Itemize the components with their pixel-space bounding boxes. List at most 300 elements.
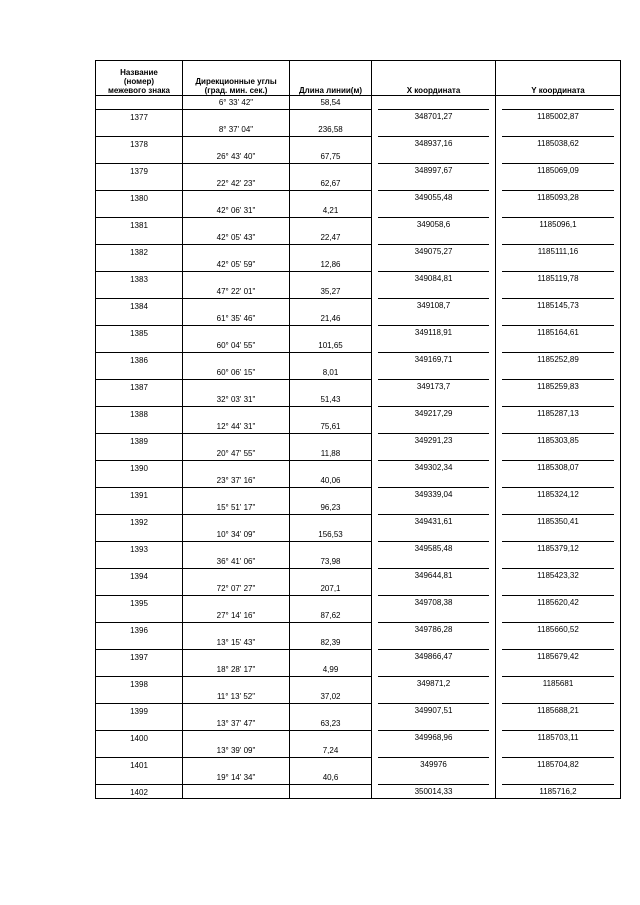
direction-angle: 60° 04' 55" — [216, 341, 256, 350]
cell-y — [496, 690, 621, 717]
x-coordinate: 349907,51 — [414, 706, 453, 715]
cell-x — [372, 393, 496, 420]
cell-length — [290, 393, 372, 420]
header-name-line: (номер) — [123, 77, 155, 86]
y-coordinate: 1185096,1 — [539, 220, 577, 229]
cell-name — [96, 474, 183, 501]
cell-x — [372, 447, 496, 474]
row-divider — [183, 325, 289, 326]
cell-length — [290, 663, 372, 690]
cell-x — [372, 771, 496, 799]
cell-name — [96, 231, 183, 258]
cell-x — [372, 663, 496, 690]
underline — [502, 217, 614, 218]
underline — [502, 649, 614, 650]
underline — [378, 541, 489, 542]
cell-name — [96, 177, 183, 204]
marker-name: 1379 — [130, 167, 148, 176]
underline — [502, 730, 614, 731]
row-divider — [183, 217, 289, 218]
table-row — [96, 474, 621, 501]
cell-angle — [183, 744, 290, 771]
cell-angle — [183, 690, 290, 717]
table-row — [96, 312, 621, 339]
direction-angle: 8° 37' 04" — [218, 125, 254, 134]
cell-name — [96, 96, 183, 124]
header-y-text: Y координата — [531, 86, 585, 95]
table-row — [96, 663, 621, 690]
cell-length — [290, 285, 372, 312]
x-coordinate: 349786,28 — [414, 625, 453, 634]
cell-angle — [183, 582, 290, 609]
marker-name: 1396 — [130, 626, 148, 635]
table-row — [96, 285, 621, 312]
row-divider — [183, 271, 289, 272]
table-row — [96, 528, 621, 555]
cell-length — [290, 96, 372, 124]
row-divider — [290, 379, 371, 380]
underline — [378, 325, 489, 326]
underline — [378, 379, 489, 380]
direction-angle: 61° 35' 46" — [216, 314, 256, 323]
cell-length — [290, 312, 372, 339]
marker-name: 1402 — [130, 788, 148, 797]
cell-name — [96, 258, 183, 285]
underline — [502, 325, 614, 326]
cell-name — [96, 501, 183, 528]
row-divider — [290, 730, 371, 731]
cell-angle — [183, 474, 290, 501]
cell-y — [496, 555, 621, 582]
y-coordinate: 1185350,41 — [537, 517, 579, 526]
row-divider — [290, 244, 371, 245]
marker-name: 1383 — [130, 275, 148, 284]
direction-angle: 11° 13' 52" — [216, 692, 256, 701]
row-divider — [183, 109, 289, 110]
underline — [378, 406, 489, 407]
y-coordinate: 1185111,16 — [537, 247, 579, 256]
table-row — [96, 420, 621, 447]
row-divider — [96, 190, 182, 191]
cell-name — [96, 204, 183, 231]
direction-angle: 72° 07' 27" — [216, 584, 256, 593]
underline — [502, 406, 614, 407]
line-length: 40,6 — [322, 773, 339, 782]
line-length: 96,23 — [320, 503, 341, 512]
cell-y — [496, 231, 621, 258]
cell-length — [290, 474, 372, 501]
row-divider — [183, 622, 289, 623]
underline — [378, 136, 489, 137]
cell-y — [496, 744, 621, 771]
underline — [502, 622, 614, 623]
table-row — [96, 771, 621, 799]
row-divider — [183, 487, 289, 488]
marker-name: 1394 — [130, 572, 148, 581]
cell-x — [372, 204, 496, 231]
marker-name: 1393 — [130, 545, 148, 554]
row-divider — [96, 379, 182, 380]
underline — [378, 298, 489, 299]
cell-y — [496, 501, 621, 528]
y-coordinate: 1185679,42 — [537, 652, 579, 661]
cell-name — [96, 285, 183, 312]
underline — [378, 757, 489, 758]
cell-x — [372, 366, 496, 393]
cell-name — [96, 123, 183, 150]
y-coordinate: 1185252,89 — [537, 355, 579, 364]
cell-length — [290, 177, 372, 204]
cell-name — [96, 150, 183, 177]
cell-x — [372, 744, 496, 771]
direction-angle: 42° 05' 43" — [216, 233, 256, 242]
cell-length — [290, 528, 372, 555]
cell-y — [496, 258, 621, 285]
cell-length — [290, 339, 372, 366]
cell-y — [496, 609, 621, 636]
x-coordinate: 348701,27 — [414, 112, 453, 121]
row-divider — [183, 352, 289, 353]
row-divider — [96, 730, 182, 731]
row-divider — [290, 163, 371, 164]
cell-angle — [183, 771, 290, 799]
cell-x — [372, 582, 496, 609]
row-divider — [96, 433, 182, 434]
cell-angle — [183, 447, 290, 474]
table-row — [96, 231, 621, 258]
marker-name: 1378 — [130, 140, 148, 149]
line-length: 236,58 — [318, 125, 343, 134]
x-coordinate: 349644,81 — [414, 571, 453, 580]
cell-y — [496, 420, 621, 447]
cell-x — [372, 312, 496, 339]
y-coordinate: 1185660,52 — [537, 625, 579, 634]
y-coordinate: 1185069,09 — [537, 166, 579, 175]
header-name-line: межевого знака — [107, 86, 171, 95]
underline — [502, 568, 614, 569]
marker-name: 1400 — [130, 734, 148, 743]
row-divider — [183, 730, 289, 731]
y-coordinate: 1185688,21 — [537, 706, 579, 715]
row-divider — [96, 784, 182, 785]
underline — [378, 487, 489, 488]
cell-y — [496, 150, 621, 177]
cell-name — [96, 555, 183, 582]
table-row — [96, 447, 621, 474]
direction-angle: 19° 14' 34" — [216, 773, 256, 782]
header-x-text: X координата — [406, 86, 461, 95]
table-row — [96, 123, 621, 150]
line-length: 4,21 — [322, 206, 339, 215]
cell-name — [96, 312, 183, 339]
direction-angle: 18° 28' 17" — [216, 665, 256, 674]
row-divider — [290, 514, 371, 515]
header-y — [496, 61, 621, 96]
underline — [502, 784, 614, 785]
y-coordinate: 1185620,42 — [537, 598, 579, 607]
boundary-coordinates-table — [95, 60, 621, 799]
table-row — [96, 366, 621, 393]
cell-name — [96, 582, 183, 609]
line-length: 40,06 — [320, 476, 341, 485]
cell-y — [496, 447, 621, 474]
row-divider — [290, 271, 371, 272]
marker-name: 1385 — [130, 329, 148, 338]
row-divider — [183, 190, 289, 191]
line-length: 8,01 — [322, 368, 339, 377]
y-coordinate: 1185704,82 — [537, 760, 579, 769]
header-name — [96, 61, 183, 96]
cell-x — [372, 231, 496, 258]
x-coordinate: 349871,2 — [416, 679, 451, 688]
cell-x — [372, 474, 496, 501]
row-divider — [96, 271, 182, 272]
y-coordinate: 1185423,32 — [537, 571, 579, 580]
underline — [378, 163, 489, 164]
x-coordinate: 349585,48 — [414, 544, 453, 553]
row-divider — [290, 190, 371, 191]
marker-name: 1384 — [130, 302, 148, 311]
direction-angle: 60° 06' 15" — [216, 368, 256, 377]
cell-name — [96, 339, 183, 366]
row-divider — [96, 217, 182, 218]
cell-y — [496, 285, 621, 312]
x-coordinate: 349217,29 — [414, 409, 453, 418]
header-angle-line: Дирекционные углы — [195, 77, 277, 86]
cell-x — [372, 177, 496, 204]
cell-name — [96, 447, 183, 474]
direction-angle: 6° 33' 42" — [218, 98, 254, 107]
cell-y — [496, 771, 621, 799]
underline — [502, 514, 614, 515]
row-divider — [183, 676, 289, 677]
cell-x — [372, 96, 496, 124]
cell-x — [372, 420, 496, 447]
row-divider — [290, 703, 371, 704]
underline — [378, 433, 489, 434]
cell-x — [372, 285, 496, 312]
row-divider — [290, 784, 371, 785]
line-length: 75,61 — [320, 422, 341, 431]
underline — [502, 109, 614, 110]
cell-x — [372, 690, 496, 717]
row-divider — [290, 109, 371, 110]
table-row — [96, 555, 621, 582]
marker-name: 1391 — [130, 491, 148, 500]
cell-angle — [183, 717, 290, 744]
row-divider — [96, 406, 182, 407]
marker-name: 1377 — [130, 113, 148, 122]
cell-name — [96, 528, 183, 555]
row-divider — [96, 487, 182, 488]
underline — [378, 514, 489, 515]
cell-y — [496, 96, 621, 124]
cell-length — [290, 204, 372, 231]
table-row — [96, 744, 621, 771]
row-divider — [96, 163, 182, 164]
cell-x — [372, 555, 496, 582]
x-coordinate: 349118,91 — [414, 328, 453, 337]
line-length: 207,1 — [320, 584, 341, 593]
cell-angle — [183, 150, 290, 177]
cell-name — [96, 771, 183, 799]
cell-y — [496, 636, 621, 663]
x-coordinate: 349169,71 — [414, 355, 453, 364]
row-divider — [96, 244, 182, 245]
cell-angle — [183, 663, 290, 690]
direction-angle: 42° 05' 59" — [216, 260, 256, 269]
x-coordinate: 349708,38 — [414, 598, 453, 607]
cell-x — [372, 258, 496, 285]
underline — [378, 676, 489, 677]
underline — [378, 784, 489, 785]
cell-length — [290, 690, 372, 717]
underline — [502, 352, 614, 353]
y-coordinate: 1185716,2 — [539, 787, 577, 796]
cell-angle — [183, 528, 290, 555]
underline — [502, 460, 614, 461]
line-length: 4,99 — [322, 665, 339, 674]
line-length: 21,46 — [320, 314, 341, 323]
direction-angle: 26° 43' 40" — [216, 152, 256, 161]
row-divider — [96, 352, 182, 353]
y-coordinate: 1185259,83 — [537, 382, 579, 391]
underline — [502, 298, 614, 299]
cell-y — [496, 204, 621, 231]
cell-length — [290, 231, 372, 258]
row-divider — [96, 514, 182, 515]
underline — [502, 190, 614, 191]
line-length: 12,86 — [320, 260, 341, 269]
table-row — [96, 609, 621, 636]
row-divider — [290, 352, 371, 353]
marker-name: 1381 — [130, 221, 148, 230]
marker-name: 1389 — [130, 437, 148, 446]
cell-length — [290, 366, 372, 393]
underline — [378, 730, 489, 731]
line-length: 37,02 — [320, 692, 341, 701]
row-divider — [183, 163, 289, 164]
cell-name — [96, 420, 183, 447]
x-coordinate: 348997,67 — [414, 166, 453, 175]
table-header-row — [96, 61, 621, 96]
cell-name — [96, 393, 183, 420]
cell-length — [290, 555, 372, 582]
direction-angle: 13° 39' 09" — [216, 746, 256, 755]
row-divider — [96, 541, 182, 542]
header-angle-line: (град. мин. сек.) — [204, 86, 268, 95]
underline — [502, 541, 614, 542]
table-row — [96, 339, 621, 366]
cell-length — [290, 123, 372, 150]
coordinates-table-page — [95, 60, 620, 799]
cell-y — [496, 393, 621, 420]
cell-angle — [183, 96, 290, 124]
x-coordinate: 349055,48 — [414, 193, 453, 202]
table-row — [96, 150, 621, 177]
row-divider — [96, 136, 182, 137]
cell-length — [290, 420, 372, 447]
line-length: 7,24 — [322, 746, 339, 755]
cell-x — [372, 717, 496, 744]
cell-angle — [183, 177, 290, 204]
y-coordinate: 1185145,73 — [537, 301, 579, 310]
x-coordinate: 349302,34 — [414, 463, 453, 472]
direction-angle: 32° 03' 31" — [216, 395, 256, 404]
table-row — [96, 393, 621, 420]
line-length: 58,54 — [320, 98, 341, 107]
row-divider — [183, 514, 289, 515]
cell-angle — [183, 285, 290, 312]
cell-x — [372, 636, 496, 663]
table-row — [96, 582, 621, 609]
direction-angle: 20° 47' 55" — [216, 449, 256, 458]
x-coordinate: 348937,16 — [414, 139, 453, 148]
direction-angle: 22° 42' 23" — [216, 179, 256, 188]
cell-x — [372, 150, 496, 177]
direction-angle: 12° 44' 31" — [216, 422, 256, 431]
cell-length — [290, 609, 372, 636]
cell-y — [496, 177, 621, 204]
direction-angle: 47° 22' 01" — [216, 287, 256, 296]
row-divider — [96, 595, 182, 596]
cell-length — [290, 717, 372, 744]
header-length — [290, 61, 372, 96]
marker-name: 1380 — [130, 194, 148, 203]
line-length: 87,62 — [320, 611, 341, 620]
row-divider — [290, 217, 371, 218]
direction-angle: 13° 15' 43" — [216, 638, 256, 647]
header-angle — [183, 61, 290, 96]
cell-angle — [183, 258, 290, 285]
line-length: 82,39 — [320, 638, 341, 647]
line-length: 22,47 — [320, 233, 341, 242]
row-divider — [183, 298, 289, 299]
cell-x — [372, 339, 496, 366]
underline — [378, 244, 489, 245]
underline — [502, 379, 614, 380]
row-divider — [290, 136, 371, 137]
header-x — [372, 61, 496, 96]
cell-angle — [183, 123, 290, 150]
y-coordinate: 1185308,07 — [537, 463, 579, 472]
row-divider — [96, 325, 182, 326]
x-coordinate: 349968,96 — [414, 733, 453, 742]
cell-y — [496, 123, 621, 150]
underline — [378, 460, 489, 461]
row-divider — [183, 460, 289, 461]
row-divider — [290, 406, 371, 407]
row-divider — [290, 676, 371, 677]
underline — [502, 136, 614, 137]
cell-angle — [183, 204, 290, 231]
row-divider — [183, 757, 289, 758]
marker-name: 1382 — [130, 248, 148, 257]
direction-angle: 15° 51' 17" — [216, 503, 256, 512]
row-divider — [96, 676, 182, 677]
cell-x — [372, 528, 496, 555]
cell-name — [96, 609, 183, 636]
cell-angle — [183, 312, 290, 339]
y-coordinate: 1185324,12 — [537, 490, 579, 499]
row-divider — [290, 325, 371, 326]
cell-name — [96, 663, 183, 690]
row-divider — [183, 433, 289, 434]
header-name-line: Название — [120, 68, 158, 77]
y-coordinate: 1185287,13 — [537, 409, 579, 418]
underline — [502, 487, 614, 488]
cell-x — [372, 123, 496, 150]
